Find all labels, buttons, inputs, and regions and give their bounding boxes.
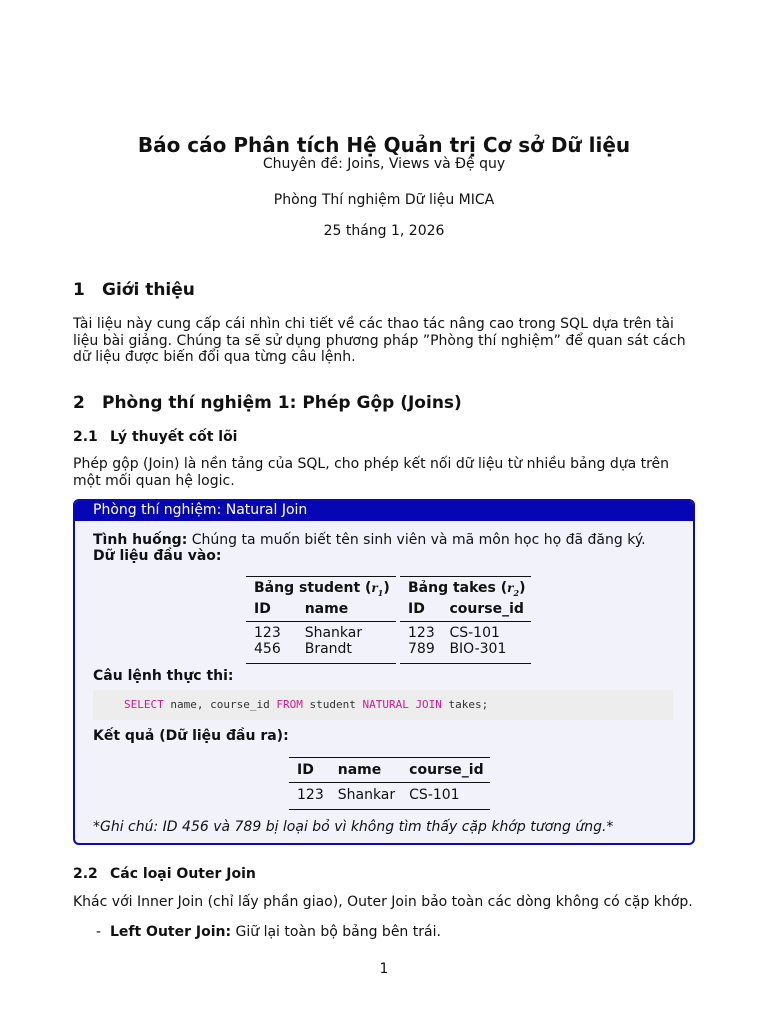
table-cell: CS-101	[449, 624, 500, 641]
code-text: name, course_id	[163, 698, 277, 711]
table-row	[246, 641, 396, 664]
table-cell: BIO-301	[441, 641, 531, 664]
outer-join-paragraph: Khác với Inner Join (chỉ lấy phần giao), Outer Join bảo toàn các dòng không có cặp khớp.	[73, 894, 693, 910]
column-header: course_id	[441, 601, 531, 622]
table-row	[246, 621, 396, 641]
section-title: Giới thiệu	[102, 280, 195, 300]
table-cell: 123	[289, 783, 330, 810]
subsection-heading-theory	[73, 427, 237, 447]
code-keyword: FROM	[276, 698, 303, 711]
sql-code-block	[93, 690, 673, 720]
table-row	[400, 641, 531, 664]
column-header: name	[297, 601, 396, 622]
document-date: 25 tháng 1, 2026	[323, 223, 445, 239]
section-number: 2	[73, 393, 85, 413]
lab-input-label: Dữ liệu đầu vào:	[93, 548, 222, 564]
code-keyword: NATURAL	[362, 698, 409, 711]
section-heading-joins	[73, 391, 462, 415]
subsection-number: 2.1	[73, 429, 98, 445]
result-table	[289, 757, 490, 810]
subsection-title: Lý thuyết cốt lõi	[110, 429, 238, 445]
bullet-marker: -	[96, 924, 102, 940]
table-caption-row	[246, 577, 396, 601]
lab-result-label: Kết quả (Dữ liệu đầu ra):	[93, 728, 289, 744]
section-number: 1	[73, 280, 85, 300]
situation-text: Chúng ta muốn biết tên sinh viên và mã môn học họ đã đăng ký.	[187, 532, 646, 548]
table-cell: 123	[408, 624, 435, 641]
lab-box	[73, 499, 695, 845]
student-table-caption: Bảng student $(r_1)$	[246, 577, 396, 601]
code-text: takes;	[441, 698, 489, 711]
column-header: ID	[400, 601, 441, 622]
code-keyword: SELECT	[124, 698, 164, 711]
table-cell: Shankar	[330, 783, 401, 810]
takes-table	[400, 576, 531, 664]
table-cell: 123	[254, 624, 281, 641]
table-header-row	[246, 601, 396, 622]
bullet-text: Giữ lại toàn bộ bảng bên trái.	[231, 924, 441, 940]
subsection-number: 2.2	[73, 866, 98, 882]
lab-header: Phòng thí nghiệm: Natural Join	[75, 501, 693, 521]
table-header-row	[289, 758, 490, 783]
lab-statement-label: Câu lệnh thực thi:	[93, 668, 234, 684]
subsection-title: Các loại Outer Join	[110, 866, 256, 882]
column-header: course_id	[401, 758, 489, 783]
code-keyword: JOIN	[415, 698, 442, 711]
document-title: Báo cáo Phân tích Hệ Quản trị Cơ sở Dữ liệu	[137, 133, 631, 157]
table-cell: 789	[400, 641, 441, 664]
list-item	[96, 924, 441, 941]
column-header: ID	[289, 758, 330, 783]
table-cell: Shankar	[304, 624, 363, 641]
student-table	[246, 576, 396, 664]
lab-note: *Ghi chú: ID 456 và 789 bị loại bỏ vì không tìm thấy cặp khớp tương ứng.*	[93, 819, 614, 835]
table-caption-row	[400, 577, 531, 601]
bullet-label: Left Outer Join:	[109, 924, 232, 940]
table-row	[400, 621, 531, 641]
table-cell: 456	[246, 641, 297, 664]
document-subtitle: Chuyên đề: Joins, Views và Đệ quy	[262, 156, 506, 172]
takes-table-caption: Bảng takes $(r_2)$	[400, 577, 531, 601]
table-row	[289, 783, 490, 810]
document-author: Phòng Thí nghiệm Dữ liệu MICA	[273, 192, 495, 208]
section-heading-intro	[73, 278, 195, 302]
table-cell: Brandt	[297, 641, 396, 664]
section-title: Phòng thí nghiệm 1: Phép Gộp (Joins)	[102, 393, 462, 413]
column-header: ID	[246, 601, 297, 622]
lab-situation	[93, 532, 646, 549]
code-text: student	[302, 698, 363, 711]
table-header-row	[400, 601, 531, 622]
column-header: name	[330, 758, 401, 783]
subsection-heading-outer-join	[73, 864, 256, 884]
theory-paragraph: Phép gộp (Join) là nền tảng của SQL, cho phép kết nối dữ liệu từ nhiều bảng dựa trên một mối quan hệ logic.	[73, 456, 670, 489]
page-number: 1	[379, 961, 389, 977]
situation-label: Tình huống:	[93, 532, 188, 548]
intro-paragraph: Tài liệu này cung cấp cái nhìn chi tiết về các thao tác nâng cao trong SQL dựa trên tài liệu bài giảng. Chúng ta sẽ sử dụng phương pháp ”Phòng thí nghiệm” để quan sát cách dữ liệu được biến đổi qua từng câu lệnh.	[73, 316, 686, 365]
table-cell: CS-101	[401, 783, 489, 810]
